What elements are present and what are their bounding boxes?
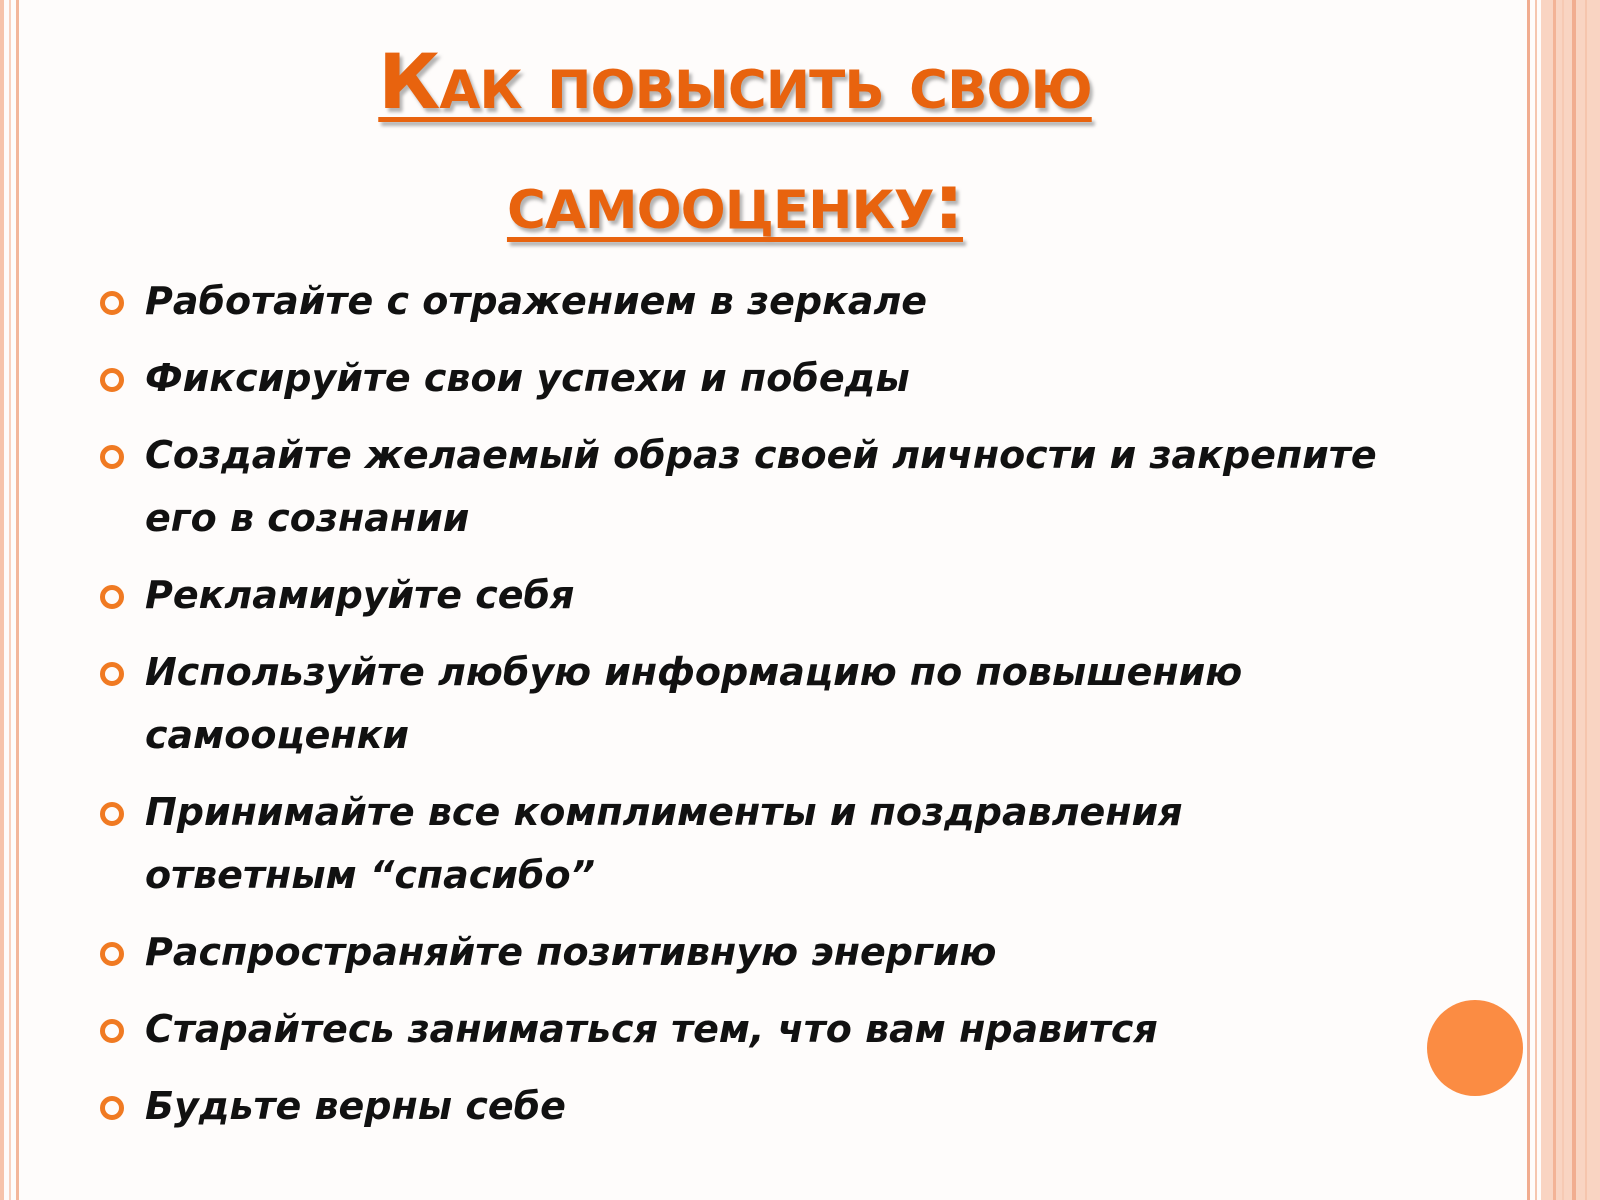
right-decor-stripe bbox=[1572, 0, 1576, 1200]
list-item bbox=[100, 564, 1400, 627]
right-decor-stripe bbox=[1535, 0, 1537, 1200]
bullet-ring-icon bbox=[100, 662, 124, 686]
right-decor-stripe bbox=[1553, 0, 1556, 1200]
list-item bbox=[100, 921, 1400, 984]
right-decor-band bbox=[1541, 0, 1600, 1200]
list-item bbox=[100, 424, 1400, 550]
bullet-ring-icon bbox=[100, 1096, 124, 1120]
list-item-text: Фиксируйте свои успехи и победы bbox=[145, 356, 910, 400]
bullet-ring-icon bbox=[100, 585, 124, 609]
bullet-ring-icon bbox=[100, 1019, 124, 1043]
left-decor-stripe bbox=[16, 0, 19, 1200]
right-decor-stripe bbox=[1562, 0, 1564, 1200]
decorative-circle bbox=[1427, 1000, 1523, 1096]
left-decor-stripe bbox=[9, 0, 11, 1200]
left-decor-stripe bbox=[0, 0, 4, 1200]
bullet-list bbox=[100, 270, 1400, 1152]
bullet-ring-icon bbox=[100, 445, 124, 469]
right-decor-stripe bbox=[1527, 0, 1530, 1200]
list-item-text: Принимайте все комплименты и поздравления ответным “спасибо” bbox=[145, 790, 1183, 897]
list-item-text: Используйте любую информацию по повышению самооценки bbox=[145, 650, 1243, 757]
list-item-text: Старайтесь заниматься тем, что вам нравится bbox=[145, 1007, 1158, 1051]
list-item bbox=[100, 641, 1400, 767]
right-decor-stripe bbox=[1585, 0, 1587, 1200]
list-item bbox=[100, 347, 1400, 410]
slide-title: Как повысить свою самооценку: bbox=[378, 37, 1092, 246]
list-item bbox=[100, 998, 1400, 1061]
list-item bbox=[100, 1075, 1400, 1138]
bullet-ring-icon bbox=[100, 942, 124, 966]
list-item-text: Будьте верны себе bbox=[145, 1084, 566, 1128]
list-item bbox=[100, 270, 1400, 333]
list-item-text: Создайте желаемый образ своей личности и закрепите его в сознании bbox=[145, 433, 1377, 540]
list-item-text: Работайте с отражением в зеркале bbox=[145, 279, 928, 323]
list-item bbox=[100, 781, 1400, 907]
bullet-ring-icon bbox=[100, 291, 124, 315]
bullet-ring-icon bbox=[100, 368, 124, 392]
bullet-ring-icon bbox=[100, 802, 124, 826]
list-item-text: Рекламируйте себя bbox=[145, 573, 575, 617]
list-item-text: Распространяйте позитивную энергию bbox=[145, 930, 997, 974]
